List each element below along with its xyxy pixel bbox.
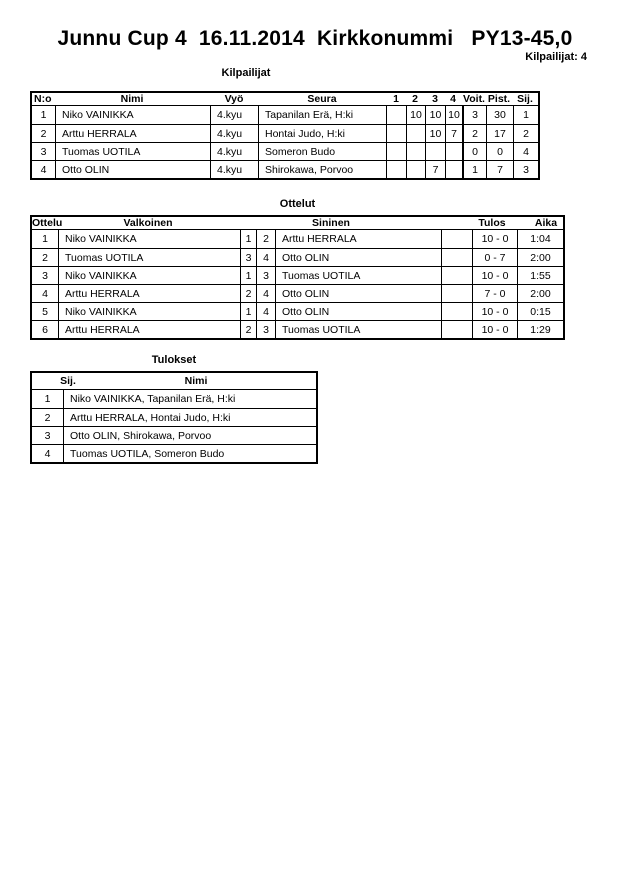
match-white-no-cell: 1 <box>240 230 256 248</box>
competitor-round2-cell <box>406 161 425 178</box>
col-header-blue: Sininen <box>312 217 350 229</box>
competitor-belt-cell: 4.kyu <box>210 143 258 160</box>
competitor-row <box>32 142 538 160</box>
match-white-name-cell: Niko VAINIKKA <box>58 230 240 248</box>
result-name-cell: Arttu HERRALA, Hontai Judo, H:ki <box>63 409 316 426</box>
match-blue-no-cell: 3 <box>256 267 275 284</box>
col-header-white: Valkoinen <box>123 217 173 229</box>
competitors-table <box>30 91 540 180</box>
results-table <box>30 371 318 464</box>
competitor-wins-cell: 3 <box>462 106 486 124</box>
competitor-no-cell: 1 <box>40 109 47 121</box>
match-blue-no-cell: 2 <box>256 230 275 248</box>
match-spare-cell <box>441 249 472 266</box>
competitor-name-cell: Otto OLIN <box>55 161 210 178</box>
col-header-club: Seura <box>307 93 337 105</box>
match-blue-name-cell: Arttu HERRALA <box>275 230 441 248</box>
match-white-no-cell: 2 <box>240 285 256 302</box>
competitor-wins-cell: 2 <box>462 125 486 142</box>
match-blue-no-cell: 4 <box>256 303 275 320</box>
competitor-points-cell: 7 <box>486 161 513 178</box>
competitor-belt-cell: 4.kyu <box>210 106 258 124</box>
competitor-points-cell: 30 <box>486 106 513 124</box>
match-no-cell: 5 <box>42 305 48 318</box>
competitors-count: Kilpailijat: 4 <box>525 51 587 63</box>
match-row <box>32 302 563 320</box>
competitor-round1-cell <box>386 161 406 178</box>
match-result-cell: 7 - 0 <box>472 285 517 302</box>
match-white-name-cell: Niko VAINIKKA <box>58 303 240 320</box>
competitor-row <box>32 124 538 142</box>
result-row <box>32 408 316 426</box>
competitors-table-body <box>32 106 538 178</box>
match-white-no-cell: 1 <box>240 303 256 320</box>
competitor-round2-cell <box>406 125 425 142</box>
competitor-wins-cell: 0 <box>462 143 486 160</box>
match-white-name-cell: Arttu HERRALA <box>58 285 240 302</box>
match-result-cell: 0 - 7 <box>472 249 517 266</box>
col-header-no: N:o <box>34 93 52 105</box>
col-header-time: Aika <box>534 217 558 229</box>
competitor-round4-cell <box>445 143 462 160</box>
col-header-result-name: Nimi <box>184 375 208 387</box>
result-rank-cell: 3 <box>44 429 51 442</box>
match-white-name-cell: Tuomas UOTILA <box>58 249 240 266</box>
match-row <box>32 266 563 284</box>
match-time-cell: 2:00 <box>517 285 563 302</box>
match-blue-name-cell: Tuomas UOTILA <box>275 321 441 338</box>
competitor-row <box>32 106 538 124</box>
matches-table-header <box>32 217 563 230</box>
competitor-points-cell: 17 <box>486 125 513 142</box>
match-result-cell: 10 - 0 <box>472 303 517 320</box>
competitor-no-cell: 2 <box>40 127 47 140</box>
competitor-round1-cell <box>386 106 406 124</box>
col-header-belt: Vyö <box>224 93 244 105</box>
competitor-round3-cell <box>425 143 445 160</box>
match-blue-no-cell: 4 <box>256 249 275 266</box>
competitor-round4-cell <box>445 161 462 178</box>
competitor-round4-cell: 10 <box>445 106 462 124</box>
competitor-round3-cell: 7 <box>425 161 445 178</box>
section-label-competitors: Kilpailijat <box>221 67 271 79</box>
match-blue-no-cell: 3 <box>256 321 275 338</box>
competitor-name-cell: Arttu HERRALA <box>55 125 210 142</box>
competitor-rank-cell: 3 <box>513 161 538 178</box>
competitor-club-cell: Shirokawa, Porvoo <box>258 161 386 178</box>
match-spare-cell <box>441 285 472 302</box>
col-header-round2: 2 <box>412 93 418 105</box>
col-header-match: Ottelu <box>32 217 63 229</box>
col-header-round1: 1 <box>393 93 399 105</box>
result-row <box>32 444 316 462</box>
match-spare-cell <box>441 230 472 248</box>
match-time-cell: 1:29 <box>517 321 563 338</box>
competitor-no-cell: 4 <box>40 163 47 176</box>
competitor-round1-cell <box>386 143 406 160</box>
match-no-cell: 1 <box>42 233 48 245</box>
matches-table <box>30 215 565 340</box>
results-table-body <box>32 390 316 462</box>
page-title: Junnu Cup 4 16.11.2014 Kirkkonummi PY13-45,0 <box>57 27 573 50</box>
competitor-round3-cell: 10 <box>425 125 445 142</box>
col-header-points: Pist. <box>487 93 511 105</box>
result-name-cell: Niko VAINIKKA, Tapanilan Erä, H:ki <box>63 390 316 408</box>
match-blue-name-cell: Otto OLIN <box>275 303 441 320</box>
match-time-cell: 1:04 <box>517 230 563 248</box>
section-label-results: Tulokset <box>151 354 197 366</box>
match-white-no-cell: 2 <box>240 321 256 338</box>
match-row <box>32 284 563 302</box>
match-spare-cell <box>441 303 472 320</box>
match-blue-no-cell: 4 <box>256 285 275 302</box>
match-row <box>32 248 563 266</box>
result-name-cell: Otto OLIN, Shirokawa, Porvoo <box>63 427 316 444</box>
competitor-rank-cell: 4 <box>513 143 538 160</box>
match-no-cell: 6 <box>42 323 48 336</box>
competitor-round3-cell: 10 <box>425 106 445 124</box>
match-white-name-cell: Arttu HERRALA <box>58 321 240 338</box>
competitor-round2-cell <box>406 143 425 160</box>
competitor-wins-cell: 1 <box>462 161 486 178</box>
col-header-result: Tulos <box>478 217 506 229</box>
competitor-name-cell: Tuomas UOTILA <box>55 143 210 160</box>
competitor-rank-cell: 2 <box>513 125 538 142</box>
matches-table-body <box>32 230 563 338</box>
result-rank-cell: 1 <box>44 393 51 405</box>
competitor-club-cell: Someron Budo <box>258 143 386 160</box>
competitor-belt-cell: 4.kyu <box>210 161 258 178</box>
match-result-cell: 10 - 0 <box>472 230 517 248</box>
col-header-wins: Voit. <box>463 93 485 105</box>
section-label-matches: Ottelut <box>279 198 316 210</box>
competitor-club-cell: Hontai Judo, H:ki <box>258 125 386 142</box>
match-row <box>32 320 563 338</box>
competitor-club-cell: Tapanilan Erä, H:ki <box>258 106 386 124</box>
match-no-cell: 2 <box>42 251 48 264</box>
competitor-round2-cell: 10 <box>406 106 425 124</box>
match-time-cell: 2:00 <box>517 249 563 266</box>
result-row <box>32 390 316 408</box>
col-header-round3: 3 <box>432 93 438 105</box>
match-time-cell: 0:15 <box>517 303 563 320</box>
col-header-rank: Sij. <box>517 93 533 105</box>
match-no-cell: 4 <box>42 287 48 300</box>
competitor-round1-cell <box>386 125 406 142</box>
competitor-name-cell: Niko VAINIKKA <box>55 106 210 124</box>
result-rank-cell: 2 <box>44 411 51 424</box>
col-header-name: Nimi <box>120 93 144 105</box>
result-row <box>32 426 316 444</box>
match-white-no-cell: 3 <box>240 249 256 266</box>
col-header-result-rank: Sij. <box>60 375 76 387</box>
result-rank-cell: 4 <box>44 447 51 460</box>
competitors-table-header <box>32 93 538 106</box>
results-table-header <box>32 373 316 390</box>
competitor-belt-cell: 4.kyu <box>210 125 258 142</box>
result-name-cell: Tuomas UOTILA, Someron Budo <box>63 445 316 462</box>
col-header-round4: 4 <box>450 93 456 105</box>
match-blue-name-cell: Otto OLIN <box>275 249 441 266</box>
match-result-cell: 10 - 0 <box>472 321 517 338</box>
match-no-cell: 3 <box>42 269 48 282</box>
competitor-rank-cell: 1 <box>513 106 538 124</box>
match-blue-name-cell: Tuomas UOTILA <box>275 267 441 284</box>
match-row <box>32 230 563 248</box>
match-blue-name-cell: Otto OLIN <box>275 285 441 302</box>
match-white-name-cell: Niko VAINIKKA <box>58 267 240 284</box>
competitor-points-cell: 0 <box>486 143 513 160</box>
match-spare-cell <box>441 321 472 338</box>
competitor-row <box>32 160 538 178</box>
match-result-cell: 10 - 0 <box>472 267 517 284</box>
competitor-no-cell: 3 <box>40 145 47 158</box>
match-spare-cell <box>441 267 472 284</box>
competitor-round4-cell: 7 <box>445 125 462 142</box>
match-time-cell: 1:55 <box>517 267 563 284</box>
match-white-no-cell: 1 <box>240 267 256 284</box>
